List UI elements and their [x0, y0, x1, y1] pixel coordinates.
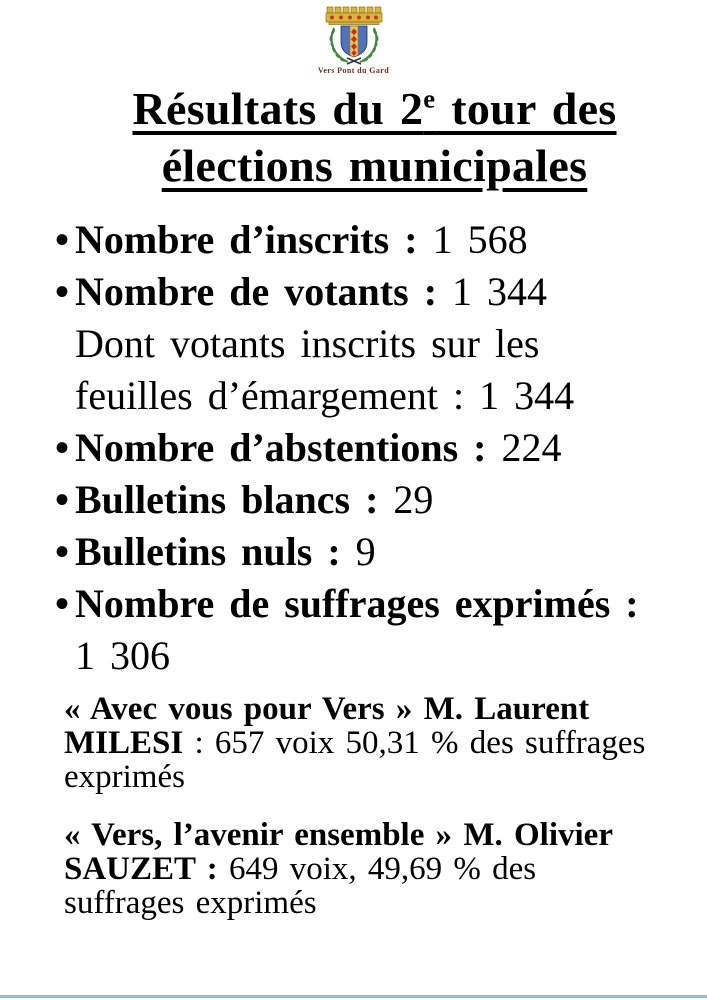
coat-of-arms-icon [320, 6, 388, 66]
stat-inscrits [55, 214, 650, 266]
title-superscript: e [423, 83, 436, 114]
stat-suffrages-exprimes [55, 578, 650, 682]
stat-label: Nombre d’inscrits : [75, 217, 418, 262]
stat-bulletins-nuls [55, 526, 650, 578]
stat-bulletins-blancs [55, 474, 650, 526]
stat-label: Bulletins blancs : [75, 477, 379, 522]
stat-value: 9 [340, 529, 376, 574]
candidate-result-milesi [64, 692, 664, 794]
candidate-list-name: « Vers, l’avenir ensemble » M. Olivier SAUZET : [64, 817, 613, 887]
stat-value: 1 568 [417, 217, 528, 262]
page-title [0, 80, 707, 194]
election-stats-list [55, 214, 650, 682]
commune-coat-of-arms [0, 6, 707, 75]
bullet-icon: • [55, 269, 70, 314]
candidate-results [64, 692, 664, 944]
candidate-result-text: : 657 voix 50,31 % des suffrages exprimés [64, 725, 646, 795]
bullet-icon: • [55, 529, 70, 574]
candidate-list-name: « Avec vous pour Vers » M. Laurent MILESI [64, 691, 590, 761]
stat-value: 1 306 [75, 633, 170, 678]
candidate-result-text: 649 voix, 49,69 % des suffrages exprimés [64, 851, 537, 921]
candidate-result-sauzet [64, 818, 664, 920]
stat-continuation: Dont votants inscrits sur les feuilles d’émargement : 1 344 [75, 321, 575, 418]
stat-label: Nombre de votants : [75, 269, 438, 314]
bullet-icon: • [55, 425, 70, 470]
stat-abstentions [55, 422, 650, 474]
stat-label: Nombre de suffrages exprimés : [75, 581, 639, 626]
title-line-2: élections municipales [161, 140, 588, 191]
stat-label: Nombre d’abstentions : [75, 425, 487, 470]
title-text-b: tour des [435, 83, 617, 134]
stat-value: 29 [378, 477, 434, 522]
bullet-icon: • [55, 581, 70, 626]
commune-name-caption: Vers Pont du Gard [317, 66, 390, 75]
bullet-icon: • [55, 217, 70, 262]
stat-value: 1 344 [437, 269, 548, 314]
bullet-icon: • [55, 477, 70, 522]
stat-votants [55, 266, 650, 422]
title-line-1 [132, 83, 616, 134]
footer-rule [0, 995, 707, 998]
title-text-a: Résultats du 2 [132, 83, 424, 134]
stat-label: Bulletins nuls : [75, 529, 341, 574]
stat-value: 224 [486, 425, 562, 470]
